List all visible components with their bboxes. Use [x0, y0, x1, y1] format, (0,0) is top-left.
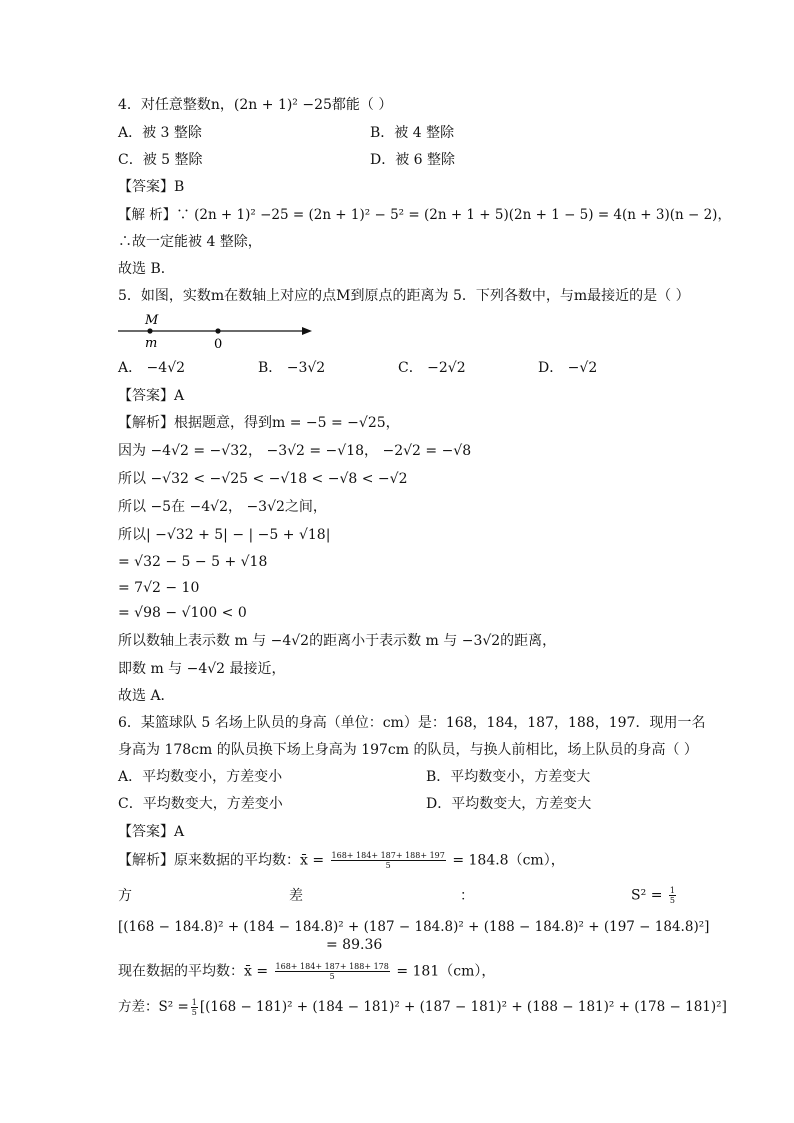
q6-stem-line-2: 身高为 178cm 的队员换下场上身高为 197cm 的队员，与换人前相比，场上队员的身高（ ） [118, 742, 698, 758]
q5-option-a: A． −4√2 [118, 360, 186, 376]
q5-analysis-line-5: 所以| −√32 + 5| − | −5 + √18| [118, 527, 331, 543]
q6-mean-new-denominator: 5 [329, 972, 335, 981]
q6-variance-fraction [669, 886, 676, 905]
q4-option-a: A．被 3 整除 [118, 125, 202, 141]
q6-variance-new-fraction-den: 5 [191, 1008, 197, 1017]
q5-analysis-line-11: 故选 A． [118, 688, 175, 704]
number-line-figure [118, 312, 318, 358]
q5-option-b: B． −3√2 [258, 360, 326, 376]
q6-variance-word-2: 差 [289, 888, 304, 904]
q6-stem-line-1: 6．某篮球队 5 名场上队员的身高（单位：cm）是：168，184，187，188，197．现用一名 [118, 715, 706, 731]
number-line-arrow [302, 327, 312, 335]
q6-variance-label-line [118, 886, 678, 905]
q5-analysis-line-9: 所以数轴上表示数 m 与 −4√2的距离小于表示数 m 与 −3√2的距离， [118, 633, 557, 649]
q6-variance-fraction-den: 5 [669, 896, 675, 905]
point-m-dot [147, 328, 152, 333]
q6-mean-old [118, 851, 565, 870]
q4-answer: 【答案】B [118, 179, 185, 195]
point-m-label: M [145, 313, 159, 328]
q6-variance-colon: ： [460, 888, 475, 904]
q5-option-c: C． −2√2 [398, 360, 466, 376]
q5-analysis-line-1: 【解析】根据题意，得到m = −5 = −√25， [118, 415, 400, 431]
q4-option-d: D．被 6 整除 [370, 152, 456, 168]
q4-option-b: B．被 4 整除 [370, 125, 455, 141]
q5-analysis-line-6: = √32 − 5 − 5 + √18 [118, 554, 268, 570]
q5-analysis-line-2: 因为 −4√2 = −√32， −3√2 = −√18， −2√2 = −√8 [118, 443, 472, 459]
q5-analysis-line-3: 所以 −√32 < −√25 < −√18 < −√8 < −√2 [118, 471, 408, 487]
q6-variance-fraction-num: 1 [669, 886, 675, 895]
point-m-variable: m [145, 336, 158, 351]
q6-mean-old-numerator: 168+ 184+ 187+ 188+ 197 [331, 851, 445, 860]
q6-variance-new-prefix: 方差：S² = [118, 999, 189, 1015]
q4-option-c: C．被 5 整除 [118, 152, 203, 168]
q5-analysis-line-4: 所以 −5在 −4√2， −3√2之间， [118, 499, 327, 515]
q6-variance-new [118, 998, 727, 1017]
q6-variance-old-expr: [(168 − 184.8)² + (184 − 184.8)² + (187 − 184.8)² + (188 − 184.8)² + (197 − 184.8)²] [118, 919, 710, 935]
q6-mean-old-denominator: 5 [385, 861, 391, 870]
q6-option-b: B．平均数变小，方差变大 [426, 769, 591, 785]
q6-variance-old-result: = 89.36 [326, 937, 383, 953]
q4-stem: 4．对任意整数n，(2n + 1)² −25都能（ ） [118, 97, 393, 113]
origin-label: 0 [214, 337, 223, 352]
q6-mean-old-suffix: = 184.8（cm）， [452, 852, 565, 869]
q6-answer: 【答案】A [118, 824, 185, 840]
q4-analysis-line-1: 【解 析】∵ (2n + 1)² −25 = (2n + 1)² − 5² = (2n + 1 + 5)(2n + 1 − 5) = 4(n + 3)(n − 2)， [118, 207, 731, 223]
q6-variance-new-fraction-num: 1 [191, 998, 197, 1007]
origin-dot [215, 328, 220, 333]
q6-option-d: D．平均数变大，方差变大 [426, 796, 592, 812]
q4-analysis-line-2: ∴故一定能被 4 整除， [118, 234, 262, 250]
q6-option-c: C．平均数变大，方差变小 [118, 796, 283, 812]
q4-analysis-line-3: 故选 B． [118, 261, 175, 277]
q5-option-d: D． −√2 [538, 360, 598, 376]
q6-variance-formula-start [631, 886, 678, 905]
q6-variance-new-expr: [(168 − 181)² + (184 − 181)² + (187 − 181)² + (188 − 181)² + (178 − 181)²] [199, 999, 727, 1015]
q6-mean-new-fraction [275, 962, 390, 981]
q5-analysis-line-7: = 7√2 − 10 [118, 580, 200, 596]
q6-variance-new-fraction [191, 998, 198, 1017]
q6-option-a: A．平均数变小，方差变小 [118, 769, 283, 785]
q6-variance-s2: S² = [631, 887, 663, 904]
q6-mean-new [118, 962, 495, 981]
q5-stem: 5．如图，实数m在数轴上对应的点M到原点的距离为 5．下列各数中，与m最接近的是（ ） [118, 288, 690, 304]
q6-mean-old-prefix: 【解析】原来数据的平均数：x̄ = [118, 852, 325, 869]
q5-analysis-line-10: 即数 m 与 −4√2 最接近， [118, 661, 286, 677]
q6-mean-new-suffix: = 181（cm）， [396, 963, 496, 980]
q5-analysis-line-8: = √98 − √100 < 0 [118, 605, 247, 621]
q6-mean-new-prefix: 现在数据的平均数：x̄ = [118, 963, 269, 980]
q6-mean-new-numerator: 168+ 184+ 187+ 188+ 178 [275, 962, 389, 971]
q6-mean-old-fraction [331, 851, 446, 870]
q5-answer: 【答案】A [118, 388, 185, 404]
q6-variance-word-1: 方 [118, 888, 132, 904]
